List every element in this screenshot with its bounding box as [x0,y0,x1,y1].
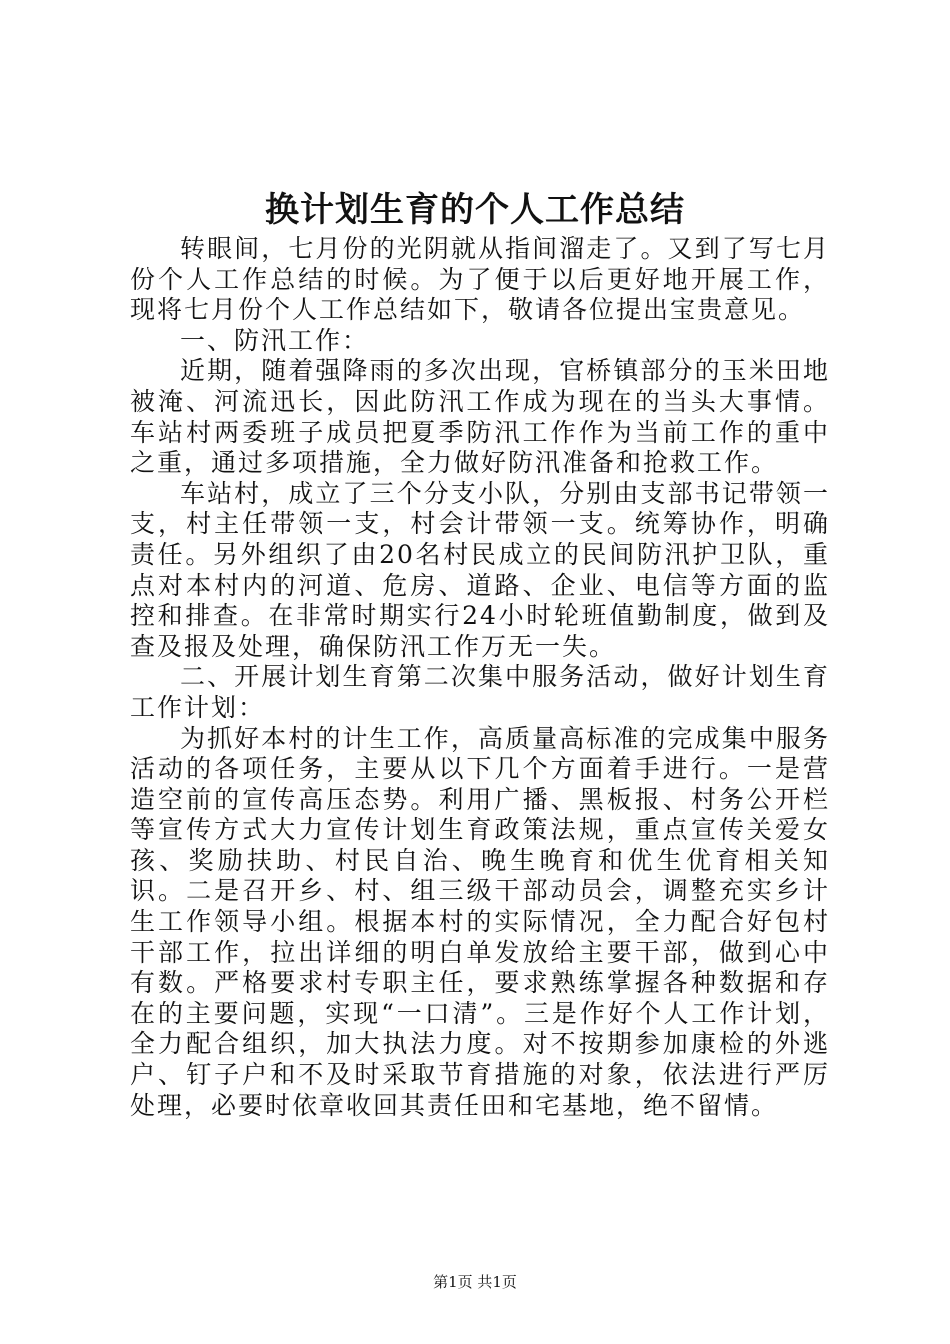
document-title: 换计划生育的个人工作总结 [265,190,685,230]
section-heading-flood-control: 一、防汛工作： [180,325,370,355]
flood-control-paragraph: 近期，随着强降雨的多次出现，官桥镇部分的玉米田地被淹、河流迅长，因此防汛工作成为现在的当头大事情。车站村两委班子成员把夏季防汛工作作为当前工作的重中之重，通过多项措施，全力做好防汛准备和抢救工作。 [130,356,830,478]
section-heading-family-planning: 二、开展计划生育第二次集中服务活动，做好计划生育工作计划： [130,662,830,722]
flood-team-paragraph: 车站村，成立了三个分支小队，分别由支部书记带领一支，村主任带领一支，村会计带领一支。统筹协作，明确责任。另外组织了由20名村民成立的民间防汛护卫队，重点对本村内的河道、危房、道路、企业、电信等方面的监控和排查。在非常时期实行24小时轮班值勤制度，做到及查及报及处理，确保防汛工作万无一失。 [130,478,830,661]
document-body [130,234,830,1121]
page-footer: 第1页 共1页 [433,1273,517,1291]
intro-paragraph: 转眼间，七月份的光阴就从指间溜走了。又到了写七月份个人工作总结的时候。为了便于以后更好地开展工作，现将七月份个人工作总结如下，敬请各位提出宝贵意见。 [130,234,830,325]
family-planning-paragraph: 为抓好本村的计生工作，高质量高标准的完成集中服务活动的各项任务，主要从以下几个方面着手进行。一是营造空前的宣传高压态势。利用广播、黑板报、村务公开栏等宣传方式大力宣传计划生育政策法规，重点宣传关爱女孩、奖励扶助、村民自治、晚生晚育和优生优育相关知识。二是召开乡、村、组三级干部动员会，调整充实乡计生工作领导小组。根据本村的实际情况，全力配合好包村干部工作，拉出详细的明白单发放给主要干部，做到心中有数。严格要求村专职主任，要求熟练掌握各种数据和存在的主要问题，实现“一口清”。三是作好个人工作计划，全力配合组织，加大执法力度。对不按期参加康检的外逃户、钉子户和不及时采取节育措施的对象，依法进行严厉处理，必要时依章收回其责任田和宅基地，绝不留情。 [130,723,830,1120]
